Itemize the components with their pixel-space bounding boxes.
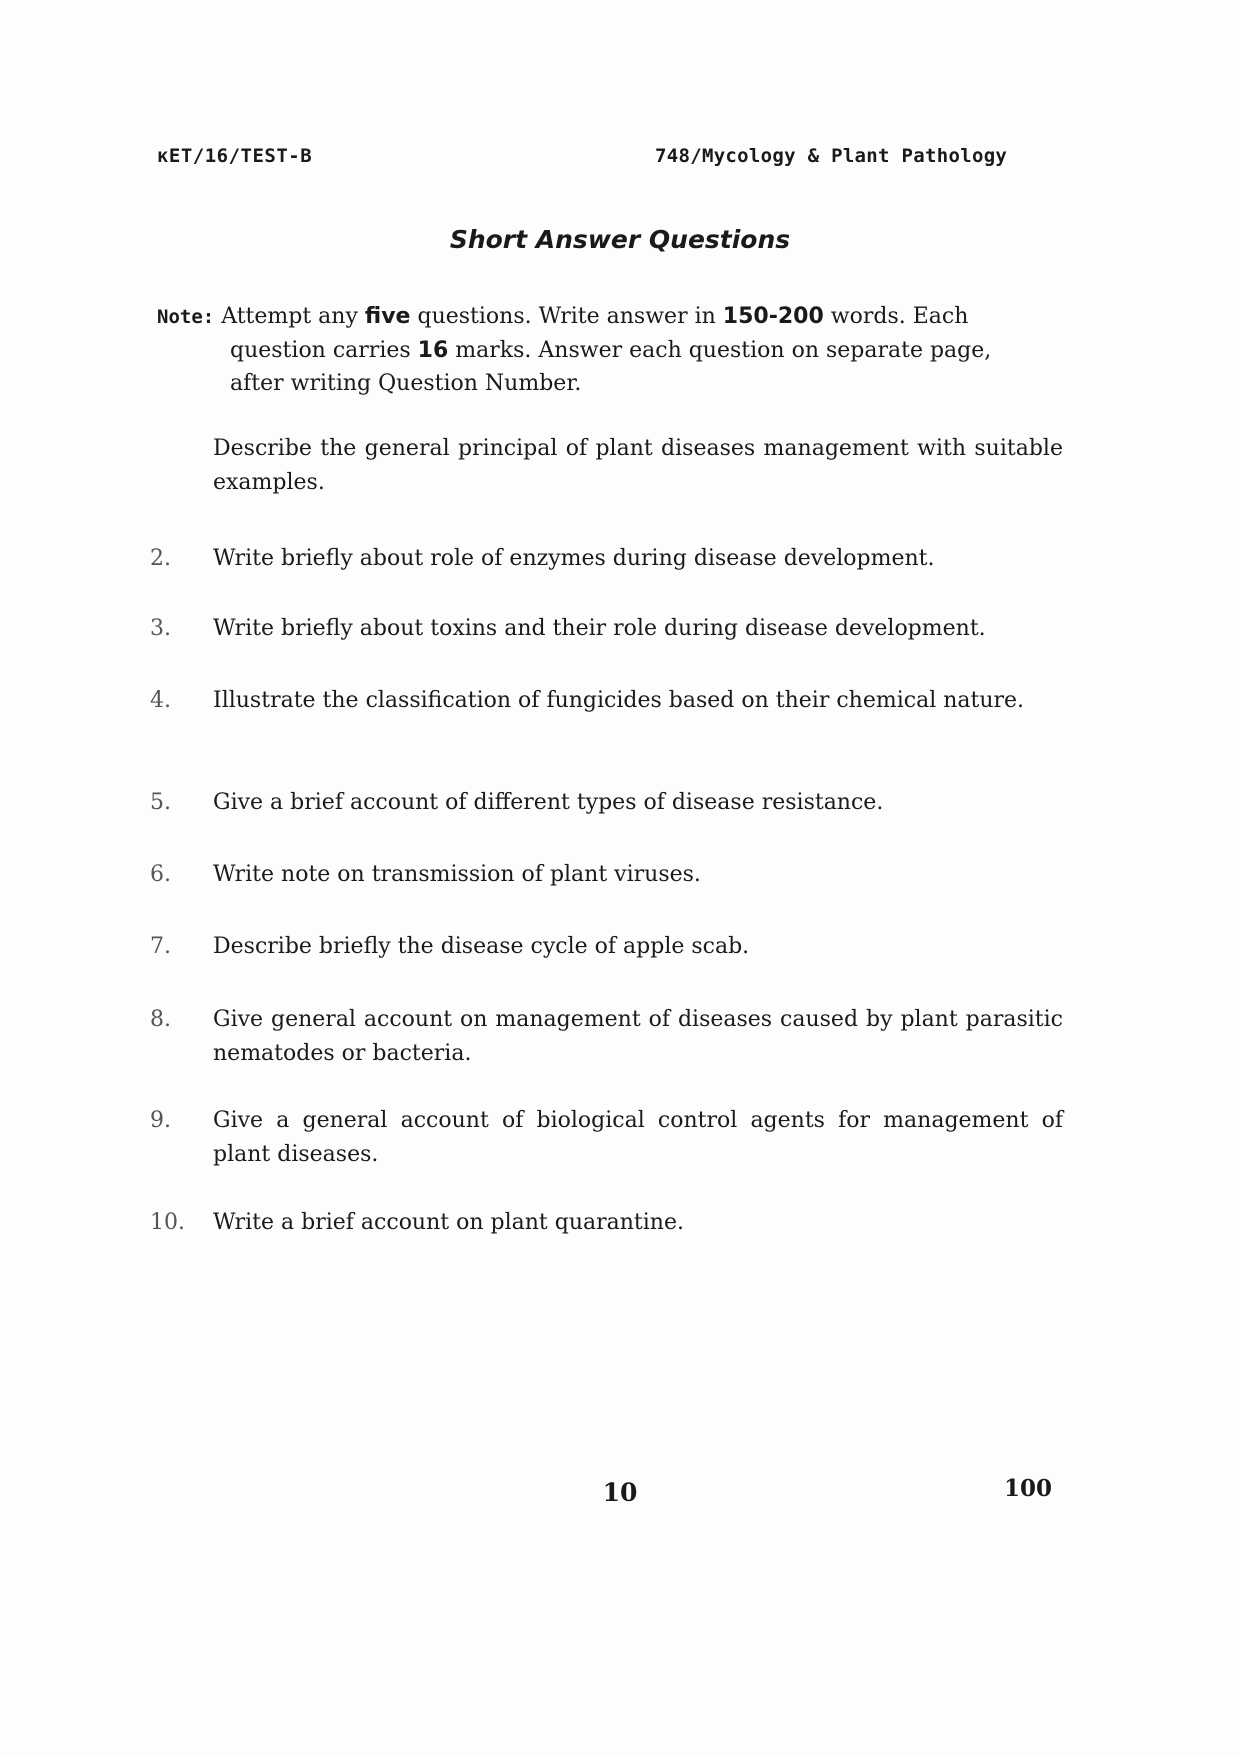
question-text: Write note on transmission of plant viruses. <box>213 862 701 887</box>
note-emphasis: five <box>364 304 411 329</box>
question-number: 9. <box>150 1108 171 1133</box>
question-text: Describe briefly the disease cycle of apple scab. <box>213 934 750 959</box>
question-number: 5. <box>150 790 171 815</box>
note-emphasis: 16 <box>417 338 449 363</box>
question-number: 4. <box>150 688 171 713</box>
question-number: 2. <box>150 546 171 571</box>
note-line-1 <box>157 300 1062 334</box>
note-line-3: after writing Question Number. <box>230 371 582 396</box>
question-text: Write briefly about toxins and their role during disease development. <box>213 616 986 641</box>
instructions-note <box>157 300 1062 400</box>
question-number: 8. <box>150 1007 171 1032</box>
note-text: marks. Answer each question on separate page, <box>455 338 992 363</box>
note-line-2 <box>157 334 1062 367</box>
subject-title: 748/Mycology & Plant Pathology <box>655 145 1008 167</box>
test-code: ᴋET/16/TEST-B <box>157 145 313 167</box>
question-text: Write briefly about role of enzymes during disease development. <box>213 546 935 571</box>
page-number: 10 <box>602 1478 638 1507</box>
footer-number: 100 <box>1004 1475 1053 1502</box>
question-text: Describe the general principal of plant diseases management with suitable examples. <box>213 436 1063 495</box>
question-number: 10. <box>150 1210 185 1235</box>
question-text: Illustrate the classification of fungicides based on their chemical nature. <box>213 688 1025 713</box>
question-text: Give a brief account of different types of disease resistance. <box>213 790 884 815</box>
question-text: Give general account on management of diseases caused by plant parasitic nematodes or bacteria. <box>213 1007 1063 1066</box>
note-label: Note: <box>157 306 215 328</box>
note-emphasis: 150-200 <box>722 304 824 329</box>
note-text: question carries <box>230 338 411 363</box>
question-text: Give a general account of biological control agents for management of plant diseases. <box>213 1108 1063 1167</box>
question-number: 7. <box>150 934 171 959</box>
note-text: words. Each <box>830 304 969 329</box>
question-text: Write a brief account on plant quarantine. <box>213 1210 684 1235</box>
question-number: 3. <box>150 616 171 641</box>
note-text: questions. Write answer in <box>417 304 716 329</box>
note-text: Attempt any <box>221 304 358 329</box>
section-title: Short Answer Questions <box>449 225 791 254</box>
question-number: 6. <box>150 862 171 887</box>
